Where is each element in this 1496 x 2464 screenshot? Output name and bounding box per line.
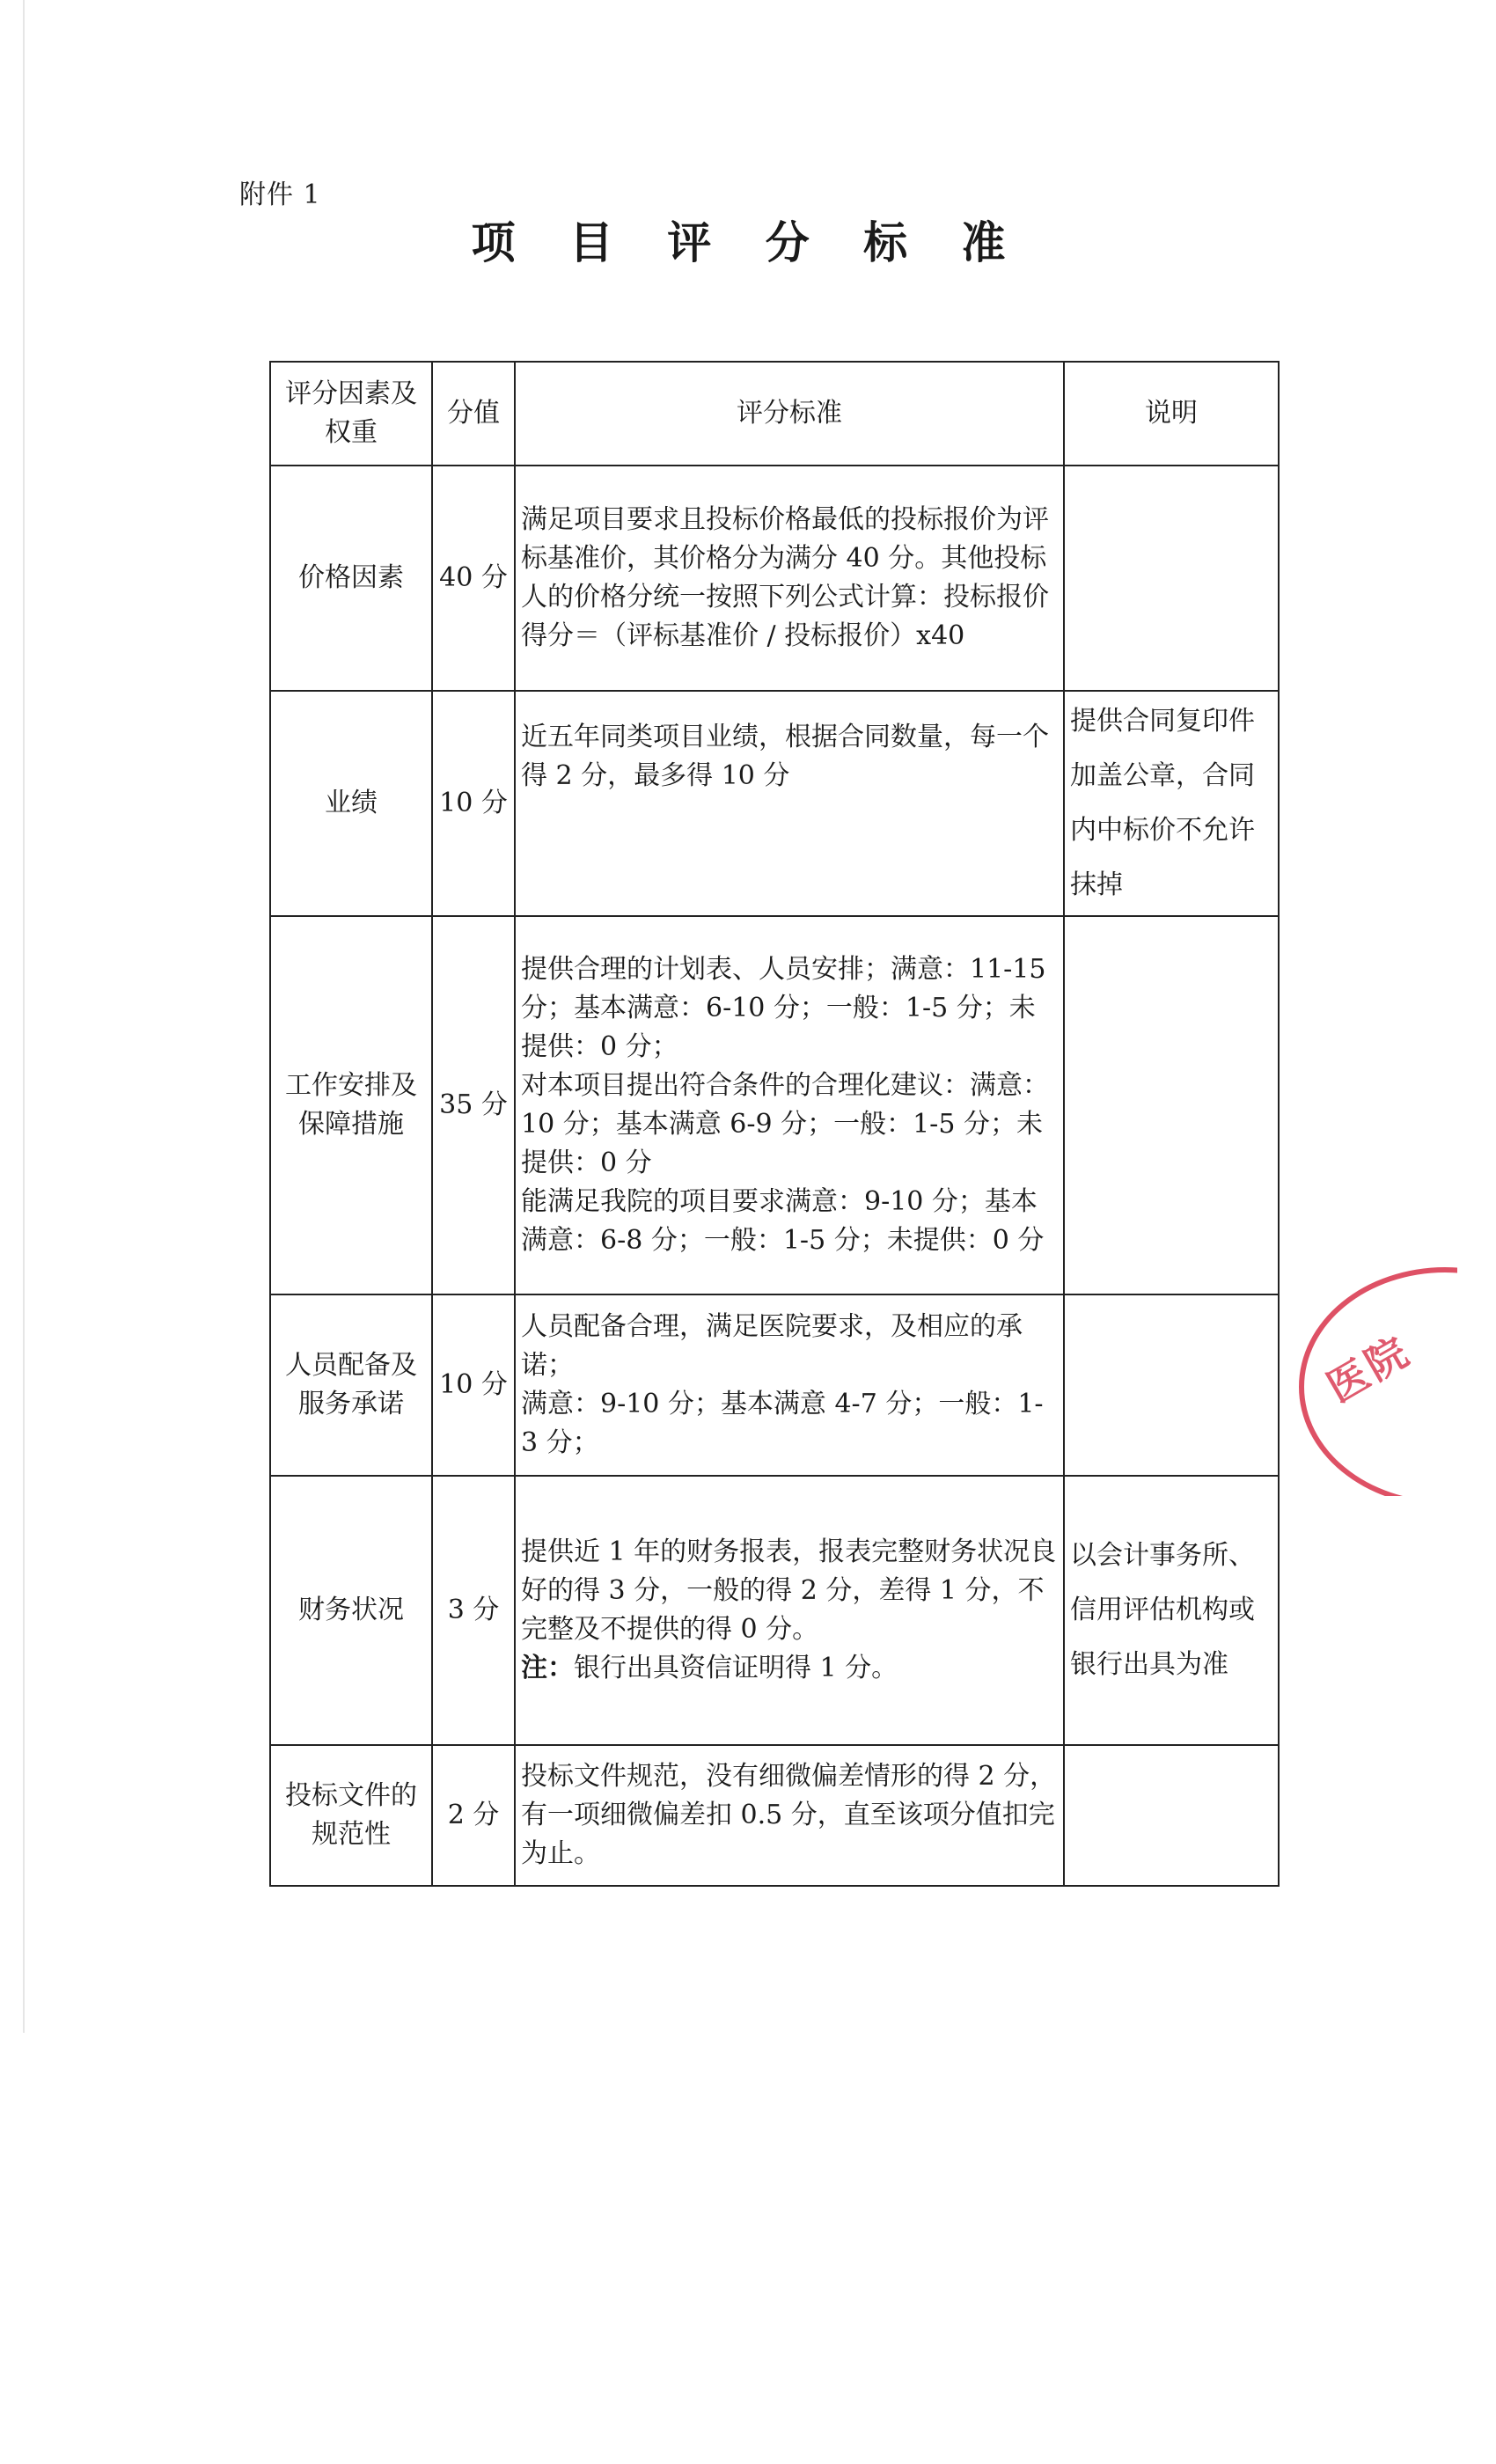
criteria-line: 提供近 1 年的财务报表，报表完整财务状况良好的得 3 分，一般的得 2 分，差得 1 分，不完整及不提供的得 0 分。	[521, 1536, 1057, 1645]
note-line: 加盖公章，合同	[1070, 760, 1255, 791]
row-criteria	[515, 466, 1064, 691]
official-seal	[1299, 1267, 1457, 1496]
header-note: 说明	[1064, 362, 1279, 466]
table-row-staffing	[270, 1294, 1279, 1476]
table-row-bid-document	[270, 1745, 1279, 1886]
scan-edge-line	[23, 0, 25, 2033]
row-factor: 工作安排及保障措施	[270, 916, 432, 1294]
note-line: 内中标价不允许	[1070, 815, 1255, 846]
row-criteria	[515, 1294, 1064, 1476]
row-factor: 人员配备及服务承诺	[270, 1294, 432, 1476]
criteria-line: 人员配备合理，满足医院要求，及相应的承诺；	[521, 1311, 1023, 1381]
header-factor: 评分因素及权重	[270, 362, 432, 466]
row-note	[1064, 916, 1279, 1294]
row-score: 2 分	[432, 1745, 515, 1886]
row-criteria	[515, 1745, 1064, 1886]
note-line: 银行出具为准	[1070, 1649, 1228, 1680]
criteria-line: 近五年同类项目业绩，根据合同数量，每一个得 2 分，最多得 10 分	[521, 722, 1049, 791]
header-score: 分值	[432, 362, 515, 466]
row-note	[1064, 1745, 1279, 1886]
table-row-performance	[270, 691, 1279, 916]
criteria-line: 满意：9-10 分；基本满意 4-7 分；一般：1-3 分；	[521, 1389, 1044, 1458]
footnote-lead: 注：	[521, 1653, 574, 1683]
row-score: 10 分	[432, 691, 515, 916]
criteria-line: 提供合理的计划表、人员安排；满意：11-15 分；基本满意：6-10 分；一般：1-5 分；未提供：0 分；	[521, 954, 1046, 1062]
row-factor: 投标文件的规范性	[270, 1745, 432, 1886]
note-line: 抹掉	[1070, 869, 1123, 900]
table-row-price	[270, 466, 1279, 691]
table-row-finance	[270, 1476, 1279, 1745]
row-score: 10 分	[432, 1294, 515, 1476]
row-score: 40 分	[432, 466, 515, 691]
criteria-line: 能满足我院的项目要求满意：9-10 分；基本满意：6-8 分；一般：1-5 分；未提供：0 分	[521, 1186, 1045, 1256]
criteria-line: 投标文件规范，没有细微偏差情形的得 2 分，有一项细微偏差扣 0.5 分，直至该项分值扣完为止。	[521, 1761, 1057, 1869]
row-criteria	[515, 691, 1064, 916]
footnote-text: 银行出具资信证明得 1 分。	[574, 1653, 898, 1683]
row-factor: 业绩	[270, 691, 432, 916]
row-note	[1064, 1294, 1279, 1476]
scoring-table	[269, 361, 1280, 1887]
seal-text: 医院	[1318, 1326, 1419, 1412]
row-factor: 财务状况	[270, 1476, 432, 1745]
row-score: 35 分	[432, 916, 515, 1294]
row-note	[1064, 1476, 1279, 1745]
criteria-footnote	[521, 1649, 1058, 1688]
note-line: 提供合同复印件	[1070, 706, 1255, 737]
row-factor: 价格因素	[270, 466, 432, 691]
attachment-label: 附件 1	[239, 180, 321, 210]
note-line: 以会计事务所、	[1070, 1540, 1255, 1571]
header-row	[270, 362, 1279, 466]
table-row-work-arrangement	[270, 916, 1279, 1294]
criteria-line: 对本项目提出符合条件的合理化建议：满意：10 分；基本满意 6-9 分；一般：1-5 分；未提供：0 分	[521, 1070, 1049, 1178]
row-criteria	[515, 1476, 1064, 1745]
criteria-line: 满足项目要求且投标价格最低的投标报价为评标基准价，其价格分为满分 40 分。其他投标人的价格分统一按照下列公式计算：投标报价得分＝（评标基准价 / 投标报价）x40	[521, 504, 1049, 651]
row-score: 3 分	[432, 1476, 515, 1745]
row-note	[1064, 466, 1279, 691]
row-criteria	[515, 916, 1064, 1294]
header-criteria: 评分标准	[515, 362, 1064, 466]
page-title: 项 目 评 分 标 准	[471, 216, 1025, 268]
note-line: 信用评估机构或	[1070, 1595, 1255, 1625]
row-note	[1064, 691, 1279, 916]
